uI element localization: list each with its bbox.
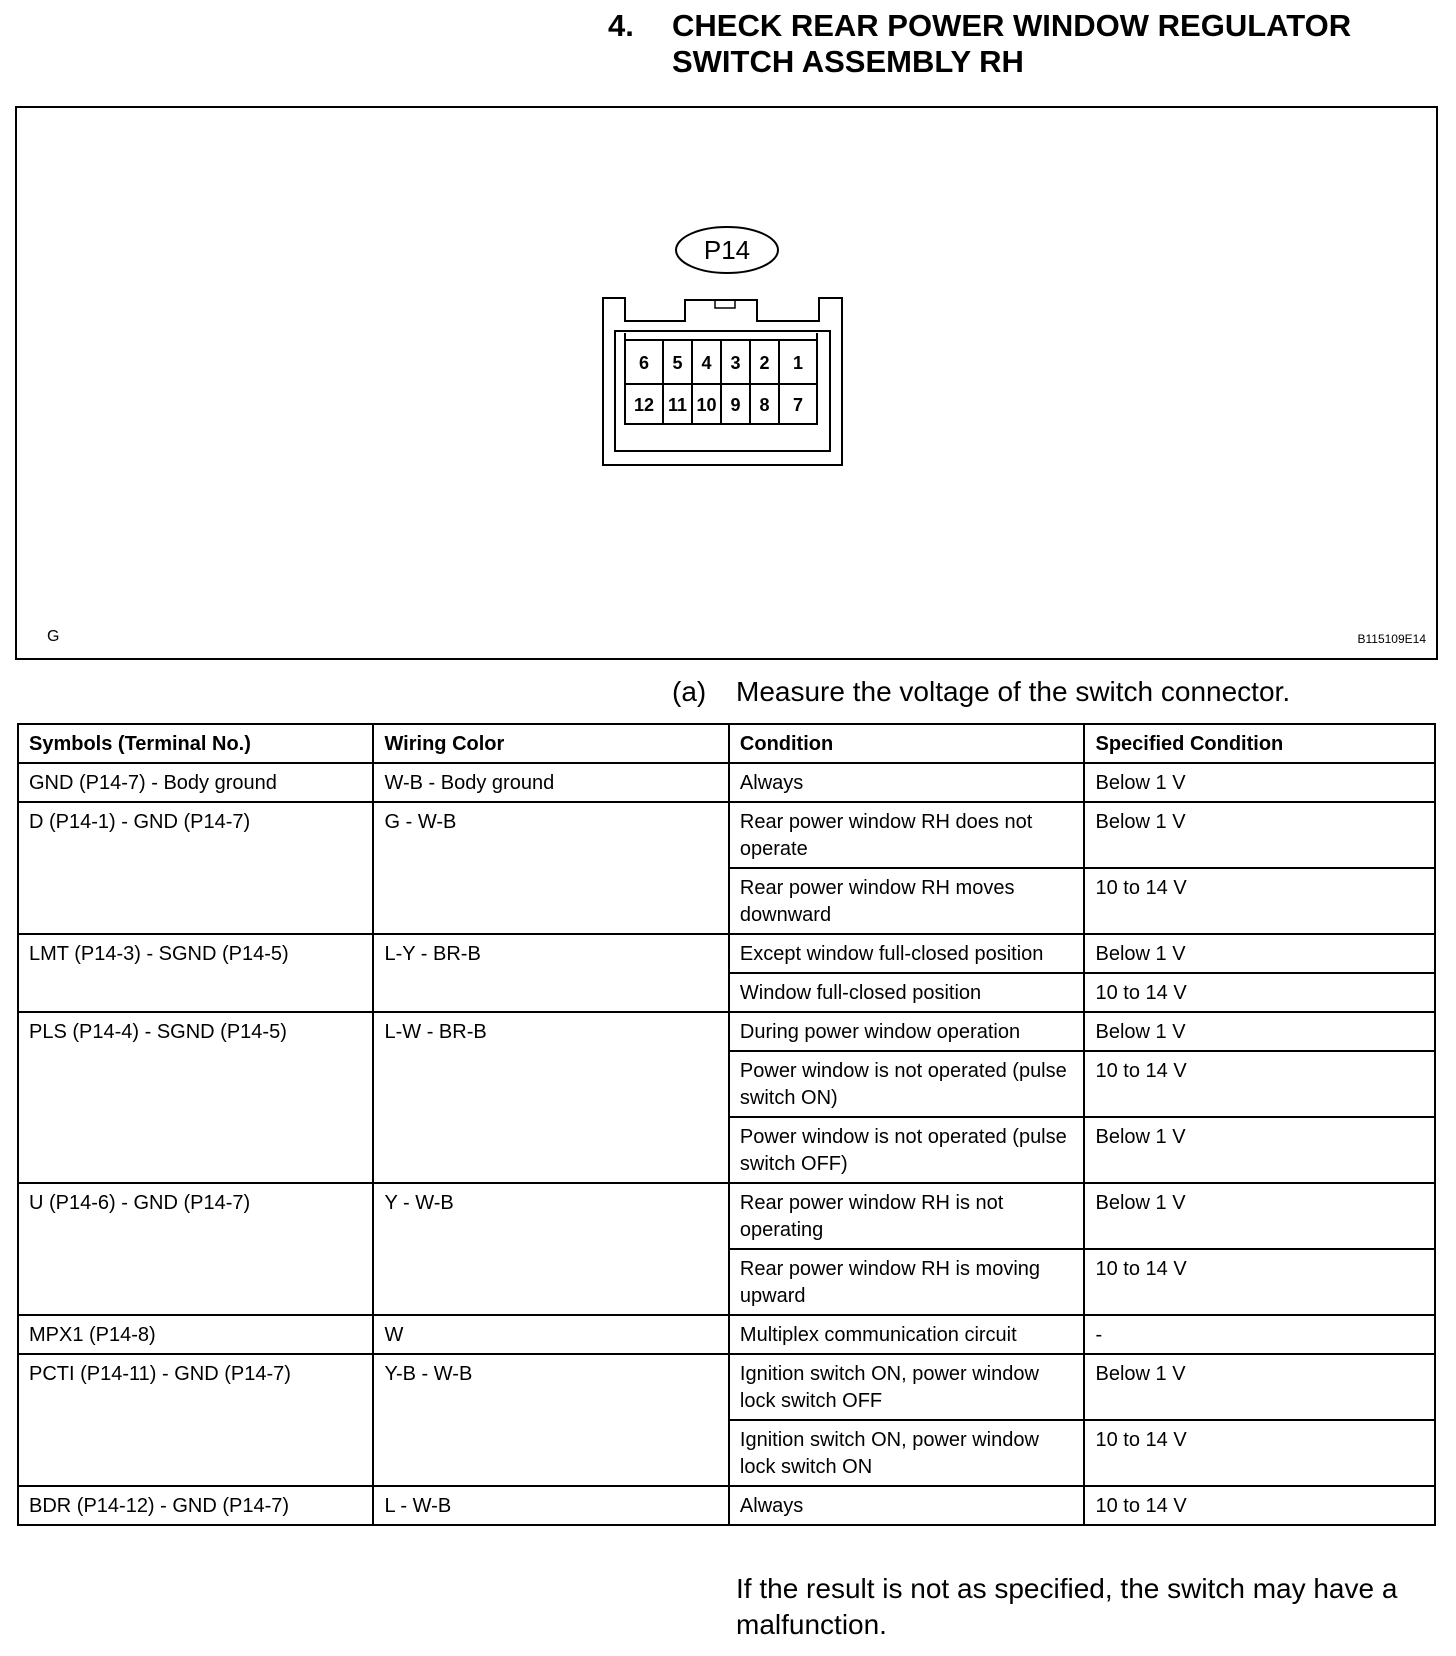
cell-specified-condition: Below 1 V [1084,1012,1435,1051]
cell-symbol: U (P14-6) - GND (P14-7) [18,1183,373,1315]
table-row [18,763,1435,802]
connector-housing [603,298,842,465]
table-row [18,1354,1435,1420]
cell-symbol: LMT (P14-3) - SGND (P14-5) [18,934,373,1012]
terminal-number: 7 [792,395,804,415]
table-row [18,1183,1435,1249]
cell-condition: Except window full-closed position [729,934,1085,973]
connector-figure [15,106,1438,660]
terminal-number: 4 [701,353,712,373]
result-note: If the result is not as specified, the switch may have a malfunction. [736,1573,1398,1640]
table-row [18,1486,1435,1525]
cell-specified-condition: Below 1 V [1084,1354,1435,1420]
cell-specified-condition: Below 1 V [1084,763,1435,802]
cell-symbol: GND (P14-7) - Body ground [18,763,373,802]
cell-condition: Rear power window RH moves downward [729,868,1085,934]
cell-condition: Multiplex communication circuit [729,1315,1085,1354]
terminal-grid [625,333,817,424]
cell-specified-condition: Below 1 V [1084,802,1435,868]
cell-condition: Window full-closed position [729,973,1085,1012]
cell-wiring-color: Y - W-B [373,1183,728,1315]
cell-specified-condition: 10 to 14 V [1084,1051,1435,1117]
cell-specified-condition: 10 to 14 V [1084,973,1435,1012]
cell-specified-condition: Below 1 V [1084,1117,1435,1183]
terminal-number: 8 [759,395,770,415]
cell-specified-condition: 10 to 14 V [1084,1249,1435,1315]
step-a-label: (a) [672,676,707,707]
terminal-number: 1 [792,353,804,373]
cell-wiring-color: L-Y - BR-B [373,934,728,1012]
cell-condition: During power window operation [729,1012,1085,1051]
table-header-row [18,724,1435,763]
cell-symbol: D (P14-1) - GND (P14-7) [18,802,373,934]
cell-wiring-color: L-W - BR-B [373,1012,728,1183]
cell-specified-condition: 10 to 14 V [1084,1486,1435,1525]
cell-wiring-color: W-B - Body ground [373,763,728,802]
voltage-spec-table [17,723,1436,1526]
cell-condition: Power window is not operated (pulse switch ON) [729,1051,1085,1117]
terminal-shoulders [625,333,817,340]
connector-inner-frame [615,331,830,451]
cell-specified-condition: Below 1 V [1084,934,1435,973]
cell-symbol: BDR (P14-12) - GND (P14-7) [18,1486,373,1525]
cell-condition: Ignition switch ON, power window lock switch ON [729,1420,1085,1486]
cell-wiring-color: Y-B - W-B [373,1354,728,1486]
terminal-number: 10 [696,395,717,415]
table-row [18,934,1435,973]
header-symbols: Symbols (Terminal No.) [18,724,373,763]
cell-specified-condition: Below 1 V [1084,1183,1435,1249]
figure-id: B115109E14 [1357,632,1426,646]
cell-wiring-color: G - W-B [373,802,728,934]
terminal-number: 11 [667,395,688,415]
terminal-number: 9 [730,395,741,415]
cell-symbol: MPX1 (P14-8) [18,1315,373,1354]
terminal-number: 3 [730,353,741,373]
cell-condition: Ignition switch ON, power window lock switch OFF [729,1354,1085,1420]
cell-symbol: PLS (P14-4) - SGND (P14-5) [18,1012,373,1183]
step-title: CHECK REAR POWER WINDOW REGULATOR SWITCH ASSEMBLY RH [672,8,1352,79]
terminal-number: 6 [638,353,650,373]
table-row [18,1315,1435,1354]
header-wiring-color: Wiring Color [373,724,728,763]
connector-latch [715,300,735,308]
connector-diagram [17,108,1436,658]
header-condition: Condition [729,724,1085,763]
terminal-number: 12 [633,395,655,415]
terminal-number: 5 [672,353,683,373]
cell-specified-condition: - [1084,1315,1435,1354]
cell-condition: Rear power window RH is not operating [729,1183,1085,1249]
header-specified-condition: Specified Condition [1084,724,1435,763]
cell-wiring-color: W [373,1315,728,1354]
step-number: 4. [608,8,634,43]
cell-condition: Rear power window RH does not operate [729,802,1085,868]
cell-condition: Always [729,763,1085,802]
cell-symbol: PCTI (P14-11) - GND (P14-7) [18,1354,373,1486]
table-row [18,802,1435,868]
terminal-number: 2 [759,353,770,373]
cell-specified-condition: 10 to 14 V [1084,868,1435,934]
table-row [18,1012,1435,1051]
connector-label: P14 [703,235,751,265]
figure-corner-letter: G [47,628,60,645]
cell-specified-condition: 10 to 14 V [1084,1420,1435,1486]
step-a-text: Measure the voltage of the switch connector. [736,676,1291,707]
cell-condition: Power window is not operated (pulse switch OFF) [729,1117,1085,1183]
cell-wiring-color: L - W-B [373,1486,728,1525]
cell-condition: Always [729,1486,1085,1525]
cell-condition: Rear power window RH is moving upward [729,1249,1085,1315]
